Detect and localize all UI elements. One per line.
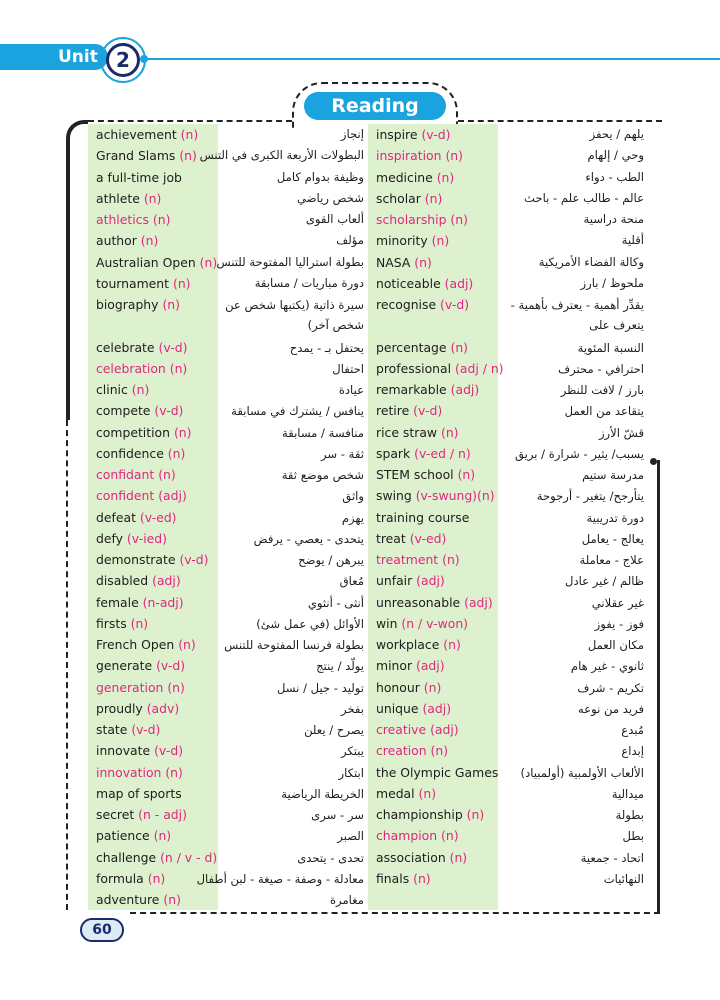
unit-label: Unit <box>0 44 108 70</box>
vocab-word <box>96 485 222 506</box>
arabic-meaning: يبرهن / يوضح <box>298 553 364 567</box>
english-word: spark <box>376 445 411 461</box>
arabic-meaning: معادلة - وصفة - صيغة - لبن أطفال <box>196 871 364 886</box>
arabic-meaning: ثقة - سر <box>321 446 364 461</box>
part-of-speech: (v-d) <box>156 658 186 674</box>
arabic-meaning: علاج - معاملة <box>579 553 644 567</box>
arabic-meaning: وظيفة بدوام كامل <box>276 169 364 184</box>
vocab-word <box>96 337 222 358</box>
english-word: inspiration <box>376 148 442 164</box>
vocab-word <box>376 485 502 506</box>
part-of-speech: (n) <box>143 190 162 206</box>
part-of-speech: (n) <box>424 190 443 206</box>
arabic-meaning: مُبدع <box>621 723 644 737</box>
left-english-column <box>96 124 222 910</box>
arabic-meaning: يتقاعد من العمل <box>564 404 644 419</box>
vocab-word <box>96 400 222 421</box>
english-word: medal <box>376 785 415 801</box>
english-word: challenge <box>96 849 157 865</box>
vocab-word <box>376 145 502 166</box>
arabic-meaning: واثق <box>342 489 364 504</box>
part-of-speech: (n) <box>179 148 197 164</box>
arabic-meaning: ابتكار <box>338 765 364 780</box>
vocab-word <box>96 655 222 676</box>
arabic-meaning: ثانوي - غير هام <box>570 659 644 674</box>
vocab-word <box>376 294 502 337</box>
english-word: a full-time job <box>96 169 182 185</box>
part-of-speech: (n) <box>152 212 171 227</box>
arabic-meaning: سر - سرى <box>311 808 364 822</box>
english-word: scholar <box>376 190 421 206</box>
vocab-word <box>376 804 502 825</box>
part-of-speech: (n) <box>173 424 192 440</box>
vocab-word <box>376 592 502 613</box>
english-word: champion <box>376 828 438 844</box>
vocab-word <box>96 592 222 613</box>
arabic-meaning: يعالج - يعامل <box>581 531 644 546</box>
vocab-word <box>376 273 502 294</box>
part-of-speech: (n) <box>199 254 218 270</box>
english-word: creation <box>376 743 427 759</box>
part-of-speech: (n) <box>430 743 449 759</box>
arabic-meaning: النهائيات <box>603 871 644 886</box>
arabic-meaning: وكالة الفضاء الأمريكية <box>538 254 644 269</box>
frame-top-left-dash <box>88 120 292 122</box>
arabic-meaning: فريد من نوعه <box>577 701 644 716</box>
right-english-column <box>376 124 502 889</box>
part-of-speech: (n) <box>162 297 180 312</box>
arabic-meaning: تحدى - يتحدى <box>297 850 364 865</box>
part-of-speech: (v-d) <box>440 297 470 312</box>
vocab-word <box>96 507 222 528</box>
english-word: remarkable <box>376 382 447 397</box>
arabic-meaning: اتحاد - جمعية <box>580 850 644 865</box>
part-of-speech: (n) <box>414 254 432 270</box>
part-of-speech: (n) <box>436 169 455 185</box>
arabic-meaning: فوز - يفوز <box>594 616 644 631</box>
english-word: biography <box>96 297 159 312</box>
frame-bottom-dash <box>130 912 660 914</box>
arabic-meaning: يسبب/ يثير - شرارة / بريق <box>514 446 644 461</box>
arabic-meaning: منافسة / مسابقة <box>281 425 364 440</box>
vocab-word <box>376 337 502 358</box>
part-of-speech: (n-adj) <box>142 594 184 610</box>
part-of-speech: (n) <box>167 445 186 461</box>
arabic-meaning: الطب - دواء <box>585 169 644 184</box>
vocab-word <box>376 188 502 209</box>
english-word: Grand Slams <box>96 148 176 164</box>
part-of-speech: (v-ed) <box>409 530 447 546</box>
english-word: celebrate <box>96 339 155 355</box>
english-word: championship <box>376 807 463 822</box>
part-of-speech: (v-ied) <box>126 530 167 546</box>
vocab-word <box>376 379 502 400</box>
vocab-word <box>96 613 222 634</box>
english-word: rice straw <box>376 424 438 440</box>
section-title: Reading <box>304 92 446 120</box>
frame-top-right-dash <box>458 120 662 122</box>
part-of-speech: (n) <box>450 212 468 227</box>
english-word: French Open <box>96 637 175 652</box>
vocab-word <box>96 443 222 464</box>
english-word: defeat <box>96 509 136 525</box>
part-of-speech: (v-d) <box>413 403 443 419</box>
vocab-word <box>96 230 222 251</box>
part-of-speech: (n) <box>153 828 172 844</box>
english-word: female <box>96 594 139 610</box>
part-of-speech: (v-d) <box>179 552 209 567</box>
arabic-meaning: مؤلف <box>336 233 364 248</box>
arabic-meaning: إنجاز <box>340 127 364 141</box>
arabic-meaning: بطولة فرنسا المفتوحة للتنس <box>224 638 364 652</box>
english-word: state <box>96 722 128 737</box>
part-of-speech: (v-d) <box>131 722 161 737</box>
part-of-speech: (n) <box>441 828 459 844</box>
part-of-speech: (n - adj) <box>138 807 187 822</box>
vocab-word <box>376 400 502 421</box>
vocab-word <box>376 698 502 719</box>
arabic-meaning: عيادة <box>338 383 364 397</box>
vocab-word <box>96 804 222 825</box>
part-of-speech: (n) <box>147 870 166 886</box>
english-word: unreasonable <box>376 594 461 610</box>
english-word: demonstrate <box>96 552 176 567</box>
arabic-meaning: قشّ الأرز <box>598 425 644 440</box>
part-of-speech: (n / v-won) <box>401 615 469 631</box>
vocab-word <box>376 252 502 273</box>
arabic-meaning: الخريطة الرياضية <box>281 786 364 801</box>
arabic-meaning: شخص موضع ثقة <box>281 468 364 482</box>
vocab-word <box>376 762 502 783</box>
english-word: competition <box>96 424 170 440</box>
arabic-meaning: عالم - طالب علم - باحث <box>524 190 644 205</box>
english-word: tournament <box>96 275 170 291</box>
vocab-word <box>376 783 502 804</box>
english-word: swing <box>376 488 412 504</box>
english-word: proudly <box>96 700 143 716</box>
english-word: defy <box>96 530 123 546</box>
part-of-speech: (n) <box>167 679 185 695</box>
arabic-meaning: يهزم <box>341 510 364 525</box>
vocab-word <box>96 677 222 698</box>
english-word: confidence <box>96 445 164 461</box>
vocab-word <box>96 209 222 230</box>
vocab-word <box>96 740 222 761</box>
arabic-meaning: بارز / لافت للنظر <box>560 383 644 397</box>
arabic-meaning: النسبة المئوية <box>577 340 644 355</box>
english-word: adventure <box>96 892 160 907</box>
arabic-meaning: يولّد / ينتج <box>316 659 364 674</box>
english-word: STEM school <box>376 467 454 482</box>
unit-number: 2 <box>106 43 140 77</box>
english-word: generation <box>96 679 164 695</box>
part-of-speech: (v-ed) <box>139 509 177 525</box>
arabic-meaning: يتأرجح/ يتغير - أرجوحة <box>536 489 644 504</box>
arabic-meaning: منحة دراسية <box>583 212 644 226</box>
vocab-word <box>376 443 502 464</box>
english-word: recognise <box>376 297 437 312</box>
arabic-meaning: احترافي - محترف <box>558 361 644 376</box>
english-word: innovate <box>96 743 151 759</box>
english-word: patience <box>96 828 150 844</box>
part-of-speech: (v-d) <box>158 339 188 355</box>
vocab-word <box>376 124 502 145</box>
english-word: treatment <box>376 552 439 567</box>
vocab-word <box>96 464 222 485</box>
vocab-word <box>376 549 502 570</box>
arabic-meaning: أنثى - أنثوي <box>307 595 364 610</box>
part-of-speech: (n) <box>449 849 468 865</box>
english-word: formula <box>96 870 144 886</box>
english-word: author <box>96 233 137 249</box>
arabic-meaning: يقدِّر أهمية - يعترف بأهمية - يتعرف على <box>510 298 644 332</box>
english-word: treat <box>376 530 406 546</box>
vocab-word <box>96 273 222 294</box>
part-of-speech: (v-d) <box>154 403 184 419</box>
arabic-meaning: إبداع <box>621 744 644 759</box>
arabic-meaning: توليد - جيل / نسل <box>277 680 364 695</box>
english-word: medicine <box>376 169 433 185</box>
arabic-meaning: شخص رياضي <box>297 190 364 205</box>
part-of-speech: (adj) <box>422 700 452 716</box>
english-word: unique <box>376 700 419 716</box>
vocab-word <box>376 358 502 379</box>
vocab-word <box>376 230 502 251</box>
english-word: map of sports <box>96 785 182 801</box>
english-word: training course <box>376 509 470 525</box>
vocab-word <box>96 889 222 910</box>
english-word: firsts <box>96 615 127 631</box>
english-word: confidant <box>96 467 155 482</box>
arabic-meaning: بطولة استراليا المفتوحة للتنس <box>216 254 364 269</box>
part-of-speech: (n) <box>413 870 431 886</box>
vocab-word <box>376 740 502 761</box>
english-word: clinic <box>96 382 128 397</box>
vocab-word <box>96 698 222 719</box>
part-of-speech: (n) <box>450 339 469 355</box>
arabic-meaning: وحي / إلهام <box>587 148 644 163</box>
english-word: unfair <box>376 573 413 589</box>
arabic-meaning: ظالم / غير عادل <box>565 574 644 589</box>
arabic-meaning: الصبر <box>337 829 364 844</box>
arabic-meaning: احتفال <box>332 361 364 376</box>
vocab-word <box>376 825 502 846</box>
part-of-speech: (n) <box>140 233 159 249</box>
vocab-word <box>96 358 222 379</box>
english-word: association <box>376 849 446 865</box>
arabic-meaning: يتحدى - يعصي - يرفض <box>253 531 364 546</box>
part-of-speech: (adv) <box>146 700 180 716</box>
part-of-speech: (n) <box>172 275 191 291</box>
english-word: athletics <box>96 212 149 227</box>
right-arabic-column <box>504 124 644 890</box>
part-of-speech: (n) <box>466 807 485 822</box>
part-of-speech: (adj) <box>158 488 187 504</box>
vocab-word <box>96 719 222 740</box>
english-word: scholarship <box>376 212 447 227</box>
vocab-word <box>376 655 502 676</box>
english-word: innovation <box>96 764 162 780</box>
vocab-word <box>96 188 222 209</box>
part-of-speech: (n) <box>441 424 459 440</box>
vocab-word <box>96 252 222 273</box>
part-of-speech: (n) <box>130 615 149 631</box>
vocab-word <box>96 549 222 570</box>
arabic-meaning: بطل <box>622 829 644 844</box>
part-of-speech: (adj) <box>416 658 445 674</box>
part-of-speech: (n) <box>423 679 442 695</box>
part-of-speech: (v-d) <box>154 743 184 759</box>
part-of-speech: (v-d) <box>421 127 451 142</box>
part-of-speech: (n) <box>442 552 460 567</box>
part-of-speech: (v-ed / n) <box>414 445 471 461</box>
english-word: finals <box>376 870 410 886</box>
frame-right-dot <box>650 458 657 465</box>
vocab-word <box>376 847 502 868</box>
vocab-word <box>96 294 222 337</box>
english-word: compete <box>96 403 151 419</box>
part-of-speech: (n) <box>418 785 437 801</box>
arabic-meaning: دورة تدريبية <box>586 510 644 525</box>
arabic-meaning: بفخر <box>341 701 364 716</box>
page-number: 60 <box>80 918 124 942</box>
vocab-word <box>376 167 502 188</box>
part-of-speech: (adj / n) <box>455 360 504 376</box>
vocab-word <box>96 825 222 846</box>
vocab-word <box>376 422 502 443</box>
english-word: celebration <box>96 360 166 376</box>
english-word: secret <box>96 807 135 822</box>
vocab-word <box>376 677 502 698</box>
frame-right-bracket <box>648 460 660 912</box>
english-word: minority <box>376 233 428 249</box>
part-of-speech: (adj) <box>416 573 445 589</box>
english-word: win <box>376 615 398 631</box>
part-of-speech: (n) <box>445 148 463 164</box>
arabic-meaning: مغامرة <box>329 893 364 907</box>
english-word: professional <box>376 360 452 376</box>
part-of-speech: (n) <box>131 382 150 397</box>
vocab-word <box>96 634 222 655</box>
vocab-word <box>376 464 502 485</box>
part-of-speech: (n) <box>165 764 183 780</box>
arabic-meaning: مُعاق <box>339 574 364 589</box>
english-word: minor <box>376 658 413 674</box>
part-of-speech: (n / v - d) <box>160 849 218 865</box>
vocab-word <box>96 124 222 145</box>
english-word: achievement <box>96 127 177 142</box>
arabic-meaning: مكان العمل <box>587 638 644 652</box>
english-word: athlete <box>96 190 140 206</box>
vocab-word <box>376 719 502 740</box>
vocab-word <box>376 528 502 549</box>
part-of-speech: (n) <box>431 233 450 249</box>
arabic-meaning: البطولات الأربعة الكبرى في التنس <box>199 148 364 163</box>
english-word: NASA <box>376 254 411 270</box>
part-of-speech: (v-swung)(n) <box>415 488 495 504</box>
arabic-meaning: يحتفل بـ - يمدح <box>289 340 364 355</box>
frame-left-bracket <box>66 120 88 420</box>
arabic-meaning: ألعاب القوى <box>305 212 364 226</box>
vocab-word <box>96 783 222 804</box>
arabic-meaning: يصرح / يعلن <box>304 723 364 737</box>
vocab-word <box>96 762 222 783</box>
vocab-word <box>376 570 502 591</box>
arabic-meaning: الأوائل (في عمل شئ) <box>256 616 364 631</box>
vocab-word <box>96 570 222 591</box>
part-of-speech: (n) <box>443 637 461 652</box>
english-word: disabled <box>96 573 149 589</box>
vocab-word <box>376 209 502 230</box>
english-word: noticeable <box>376 275 441 291</box>
english-word: the Olympic Games <box>376 764 499 780</box>
part-of-speech: (n) <box>169 360 188 376</box>
part-of-speech: (adj) <box>450 382 480 397</box>
arabic-meaning: بطولة <box>615 808 644 822</box>
vocab-word <box>96 167 222 188</box>
arabic-meaning: سيرة ذاتية (يكتبها شخص عن شخص آخر) <box>225 298 364 332</box>
part-of-speech: (n) <box>457 467 476 482</box>
part-of-speech: (n) <box>163 892 181 907</box>
part-of-speech: (adj) <box>152 573 181 589</box>
part-of-speech: (n) <box>180 127 199 142</box>
part-of-speech: (adj) <box>464 594 493 610</box>
vocab-word <box>376 868 502 889</box>
frame-left-dash <box>66 420 68 910</box>
arabic-meaning: ميدالية <box>611 786 644 801</box>
english-word: generate <box>96 658 153 674</box>
english-word: retire <box>376 403 410 419</box>
vocab-word <box>96 422 222 443</box>
english-word: creative <box>376 722 427 737</box>
vocab-word <box>96 379 222 400</box>
arabic-meaning: يبتكر <box>340 744 364 759</box>
vocab-word <box>96 528 222 549</box>
arabic-meaning: الألعاب الأولمبية (أولمبياد) <box>520 765 644 780</box>
english-word: percentage <box>376 339 447 355</box>
arabic-meaning: دورة مباريات / مسابقة <box>254 275 364 290</box>
english-word: inspire <box>376 127 418 142</box>
english-word: confident <box>96 488 155 504</box>
part-of-speech: (n) <box>178 637 196 652</box>
arabic-meaning: ملحوظ / بارز <box>580 275 644 290</box>
english-word: workplace <box>376 637 440 652</box>
arabic-meaning: تكريم - شرف <box>577 680 644 695</box>
english-word: honour <box>376 679 420 695</box>
arabic-meaning: أقلية <box>621 233 644 248</box>
left-arabic-column <box>196 124 364 911</box>
arabic-meaning: ينافس / يشترك في مسابقة <box>231 404 364 419</box>
vocab-word <box>96 847 222 868</box>
vocab-word <box>376 634 502 655</box>
part-of-speech: (n) <box>158 467 176 482</box>
english-word: Australian Open <box>96 254 196 270</box>
vocab-word <box>376 507 502 528</box>
arabic-meaning: غير عقلاني <box>591 595 644 610</box>
vocab-word <box>376 613 502 634</box>
arabic-meaning: مدرسة ستيم <box>582 468 644 482</box>
arabic-meaning: يلهم / يحفز <box>589 127 644 141</box>
header-rule <box>146 58 720 60</box>
part-of-speech: (adj) <box>444 275 474 291</box>
part-of-speech: (adj) <box>430 722 459 737</box>
